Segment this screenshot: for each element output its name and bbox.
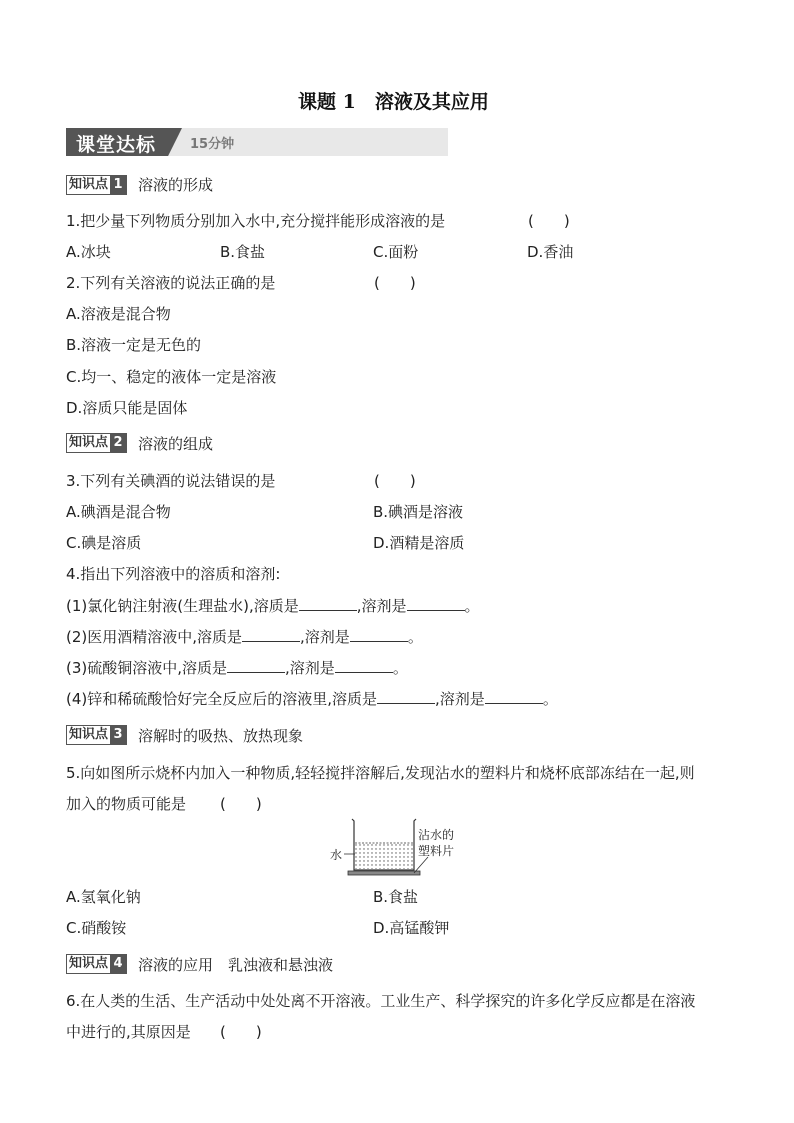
option: A.冰块 <box>66 243 111 261</box>
answer-paren: ( ) <box>220 1023 262 1041</box>
section-heading: 溶液的应用 乳浊液和悬浊液 <box>138 956 334 974</box>
answer-paren: ( ) <box>374 274 416 292</box>
beaker-figure <box>330 815 470 880</box>
section-heading: 溶解时的吸热、放热现象 <box>138 727 304 745</box>
banner-label: 课堂达标 <box>76 134 157 156</box>
question-5-stem-line1: 5.向如图所示烧杯内加入一种物质,轻轻搅拌溶解后,发现沾水的塑料片和烧杯底部冻结在一起,则 <box>66 764 695 782</box>
option: A.溶液是混合物 <box>66 305 171 323</box>
fill-in-item: (4)锌和稀硫酸恰好完全反应后的溶液里,溶质是 ,溶剂是 。 <box>66 690 558 708</box>
answer-blank[interactable] <box>242 627 300 642</box>
answer-blank[interactable] <box>485 689 543 704</box>
fill-in-item: (3)硫酸铜溶液中,溶质是 ,溶剂是 。 <box>66 659 408 677</box>
answer-paren: ( ) <box>220 795 262 813</box>
knowledge-point-number: 2 <box>110 434 126 452</box>
question-1-stem: 1.把少量下列物质分别加入水中,充分搅拌能形成溶液的是 <box>66 212 446 230</box>
answer-blank[interactable] <box>350 627 408 642</box>
option: C.硝酸铵 <box>66 919 127 937</box>
option: B.食盐 <box>373 888 419 906</box>
knowledge-point-number: 1 <box>110 176 126 194</box>
question-2-stem: 2.下列有关溶液的说法正确的是 <box>66 274 276 292</box>
question-3-stem: 3.下列有关碘酒的说法错误的是 <box>66 472 276 490</box>
fill-in-item: (1)氯化钠注射液(生理盐水),溶质是 ,溶剂是 。 <box>66 597 480 615</box>
fill-in-item: (2)医用酒精溶液中,溶质是 ,溶剂是 。 <box>66 628 423 646</box>
plate-label-line2: 塑料片 <box>418 844 455 858</box>
water-label: 水 <box>330 848 343 862</box>
option: C.碘是溶质 <box>66 534 142 552</box>
option: D.酒精是溶质 <box>373 534 465 552</box>
option: D.香油 <box>527 243 574 261</box>
answer-paren: ( ) <box>528 212 570 230</box>
knowledge-point-badge: 知识点 4 <box>66 954 127 974</box>
plate-label-line1: 沾水的 <box>418 828 455 842</box>
knowledge-point-badge: 知识点 1 <box>66 175 127 195</box>
answer-blank[interactable] <box>335 658 393 673</box>
beaker-icon <box>352 819 416 870</box>
plastic-plate <box>348 871 420 875</box>
answer-blank[interactable] <box>377 689 435 704</box>
knowledge-point-number: 4 <box>110 955 126 973</box>
answer-paren: ( ) <box>374 472 416 490</box>
knowledge-point-number: 3 <box>110 726 126 744</box>
question-5-stem-line2: 加入的物质可能是 <box>66 795 187 813</box>
question-6-stem-line2: 中进行的,其原因是 <box>66 1023 191 1041</box>
section-banner <box>66 128 448 156</box>
option: C.面粉 <box>373 243 419 261</box>
page-title: 课题 1 溶液及其应用 <box>298 91 489 113</box>
option: A.碘酒是混合物 <box>66 503 171 521</box>
section-heading: 溶液的形成 <box>138 176 214 194</box>
option: B.溶液一定是无色的 <box>66 336 202 354</box>
option: D.高锰酸钾 <box>373 919 450 937</box>
answer-blank[interactable] <box>299 596 357 611</box>
option: C.均一、稳定的液体一定是溶液 <box>66 368 277 386</box>
option: B.食盐 <box>220 243 266 261</box>
section-heading: 溶液的组成 <box>138 435 214 453</box>
question-6-stem-line1: 6.在人类的生活、生产活动中处处离不开溶液。工业生产、科学探究的许多化学反应都是在溶液 <box>66 992 696 1010</box>
answer-blank[interactable] <box>227 658 285 673</box>
option: D.溶质只能是固体 <box>66 399 188 417</box>
knowledge-point-badge: 知识点 3 <box>66 725 127 745</box>
option: A.氢氧化钠 <box>66 888 141 906</box>
banner-time: 15分钟 <box>190 137 235 152</box>
question-4-stem: 4.指出下列溶液中的溶质和溶剂: <box>66 565 281 583</box>
option: B.碘酒是溶液 <box>373 503 464 521</box>
knowledge-point-badge: 知识点 2 <box>66 433 127 453</box>
answer-blank[interactable] <box>407 596 465 611</box>
